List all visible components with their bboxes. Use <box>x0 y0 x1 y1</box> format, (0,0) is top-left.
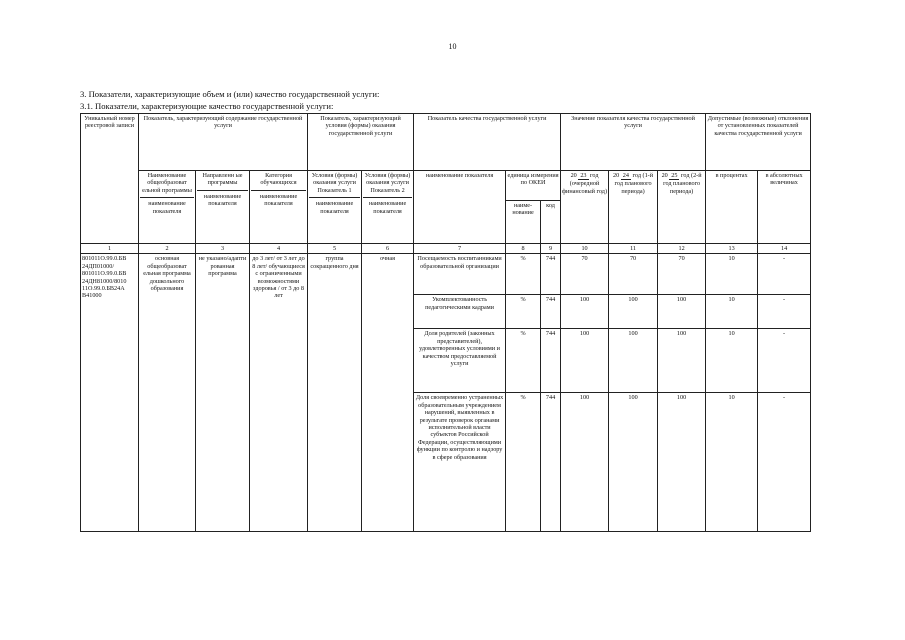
header-dev-absolute: в абсолютных величинах <box>758 171 811 244</box>
year-2-caption: год (1-й год планового периода) <box>614 172 654 195</box>
col-number: 3 <box>196 244 250 254</box>
indicator-dev-absolute: - <box>758 295 811 329</box>
header-year-1 <box>561 171 609 244</box>
col-number: 7 <box>414 244 506 254</box>
year-1-prefix: 20 <box>570 172 577 179</box>
indicator-dev-absolute: - <box>758 393 811 532</box>
year-1-caption: год (очередной финансовый год) <box>562 172 608 195</box>
c1-header <box>139 171 196 244</box>
c3-header-top: Категория обучающихся <box>260 172 297 187</box>
indicator-year-3: 100 <box>658 393 706 532</box>
col-number: 1 <box>81 244 139 254</box>
year-3-prefix: 20 <box>661 172 668 179</box>
header-unique-number: Уникальный номер реестровой записи <box>81 114 139 244</box>
indicator-code: 744 <box>541 295 561 329</box>
indicator-unit: % <box>506 254 541 295</box>
indicator-name: Доля своевременно устраненных образовательным учреждением нарушений, выявленных в результате проверок органами исполнительной власти субъектов Российской Федерации, осуществляющими функции по контролю и надзору в сфере образования <box>414 393 506 532</box>
c1-header-top: Наименование общеобразоват ельной программы <box>142 172 192 194</box>
c4-header-top: Условия (формы) оказания услуги Показатель 1 <box>311 172 358 194</box>
indicator-year-2: 100 <box>609 393 658 532</box>
indicator-year-3: 100 <box>658 295 706 329</box>
record-number-cell: 801011О.99.0.БВ 24ДП01000/ 801011О.99.0.БВ 24ДН81000/8010 11О.99.0.БВ24А В41000 <box>81 254 139 532</box>
header-unit-code: код <box>541 201 561 244</box>
c4-header <box>308 171 362 244</box>
page-number: 10 <box>448 42 457 51</box>
indicator-dev-percent: 10 <box>706 393 758 532</box>
header-quality-name: наименование показателя <box>414 171 506 244</box>
indicator-year-2: 70 <box>609 254 658 295</box>
col-number: 10 <box>561 244 609 254</box>
indicator-unit: % <box>506 393 541 532</box>
col-number: 13 <box>706 244 758 254</box>
condition1-cell: группа сокращенного дня <box>308 254 362 532</box>
c5-header-bottom: наименование показателя <box>363 197 412 215</box>
indicator-unit: % <box>506 295 541 329</box>
indicator-dev-percent: 10 <box>706 329 758 393</box>
indicator-dev-percent: 10 <box>706 254 758 295</box>
indicator-unit: % <box>506 329 541 393</box>
category-cell: до 3 лет/ от 3 лет до 8 лет/ обучающиеся с ограниченными возможностями здоровья / от 3 до 8 лет <box>250 254 308 532</box>
indicator-dev-percent: 10 <box>706 295 758 329</box>
header-content-group: Показатель, характеризующий содержание государственной услуги <box>139 114 308 171</box>
col-number: 9 <box>541 244 561 254</box>
c1-header-bottom: наименование показателя <box>140 197 194 215</box>
year-3-value: 25 <box>671 172 678 179</box>
indicator-dev-absolute: - <box>758 329 811 393</box>
header-unit-group: единица измерения по ОКЕИ <box>506 171 561 201</box>
condition2-cell: очная <box>362 254 414 532</box>
indicator-year-3: 100 <box>658 329 706 393</box>
year-3-caption: год (2-й год планового периода) <box>663 172 702 195</box>
indicator-name: Посещаемость воспитанниками образовательной организации <box>414 254 506 295</box>
year-1-value: 23 <box>580 172 587 179</box>
c2-header-bottom: наименование показателя <box>197 190 248 208</box>
indicator-code: 744 <box>541 254 561 295</box>
year-2-value: 24 <box>622 172 629 179</box>
indicator-year-3: 70 <box>658 254 706 295</box>
col-number: 6 <box>362 244 414 254</box>
col-number: 8 <box>506 244 541 254</box>
col-number: 2 <box>139 244 196 254</box>
c5-header <box>362 171 414 244</box>
indicator-year-1: 70 <box>561 254 609 295</box>
header-conditions-group: Показатель, характеризующий условия (формы) оказания государственной услуги <box>308 114 414 171</box>
indicator-code: 744 <box>541 329 561 393</box>
c2-header-top: Направленн ые программы <box>202 172 243 187</box>
col-number: 12 <box>658 244 706 254</box>
subsection-heading: 3.1. Показатели, характеризующие качество государственной услуги: <box>80 101 334 111</box>
c3-header-bottom: наименование показателя <box>251 190 306 208</box>
indicator-name: Укомплектованность педагогическими кадрами <box>414 295 506 329</box>
c3-header <box>250 171 308 244</box>
indicator-year-2: 100 <box>609 295 658 329</box>
header-dev-percent: в процентах <box>706 171 758 244</box>
col-number: 11 <box>609 244 658 254</box>
col-number: 14 <box>758 244 811 254</box>
indicator-year-1: 100 <box>561 393 609 532</box>
col-number: 5 <box>308 244 362 254</box>
header-unit-name: наиме-нование <box>506 201 541 244</box>
header-year-2 <box>609 171 658 244</box>
year-2-prefix: 20 <box>613 172 620 179</box>
header-year-3 <box>658 171 706 244</box>
direction-cell: не указано/адапти рованная программа <box>196 254 250 532</box>
section-heading: 3. Показатели, характеризующие объем и (или) качество государственной услуги: <box>80 89 380 99</box>
indicator-dev-absolute: - <box>758 254 811 295</box>
indicator-code: 744 <box>541 393 561 532</box>
indicator-year-1: 100 <box>561 295 609 329</box>
indicator-year-2: 100 <box>609 329 658 393</box>
indicator-name: Доля родителей (законных представителей), удовлетворенных условиями и качеством предоставляемой услуги <box>414 329 506 393</box>
header-value-group: Значение показателя качества государственной услуги <box>561 114 706 171</box>
col-number: 4 <box>250 244 308 254</box>
c4-header-bottom: наименование показателя <box>309 197 360 215</box>
indicator-year-1: 100 <box>561 329 609 393</box>
c2-header <box>196 171 250 244</box>
header-quality-group: Показатель качества государственной услуги <box>414 114 561 171</box>
program-cell: основная общеобразоват ельная программа дошкольного образования <box>139 254 196 532</box>
quality-indicators-table <box>80 113 811 532</box>
c5-header-top: Условия (формы) оказания услуги Показатель 2 <box>364 172 411 194</box>
header-deviation-group: Допустимые (возможные) отклонения от установленных показателей качества государственной услуги <box>706 114 811 171</box>
